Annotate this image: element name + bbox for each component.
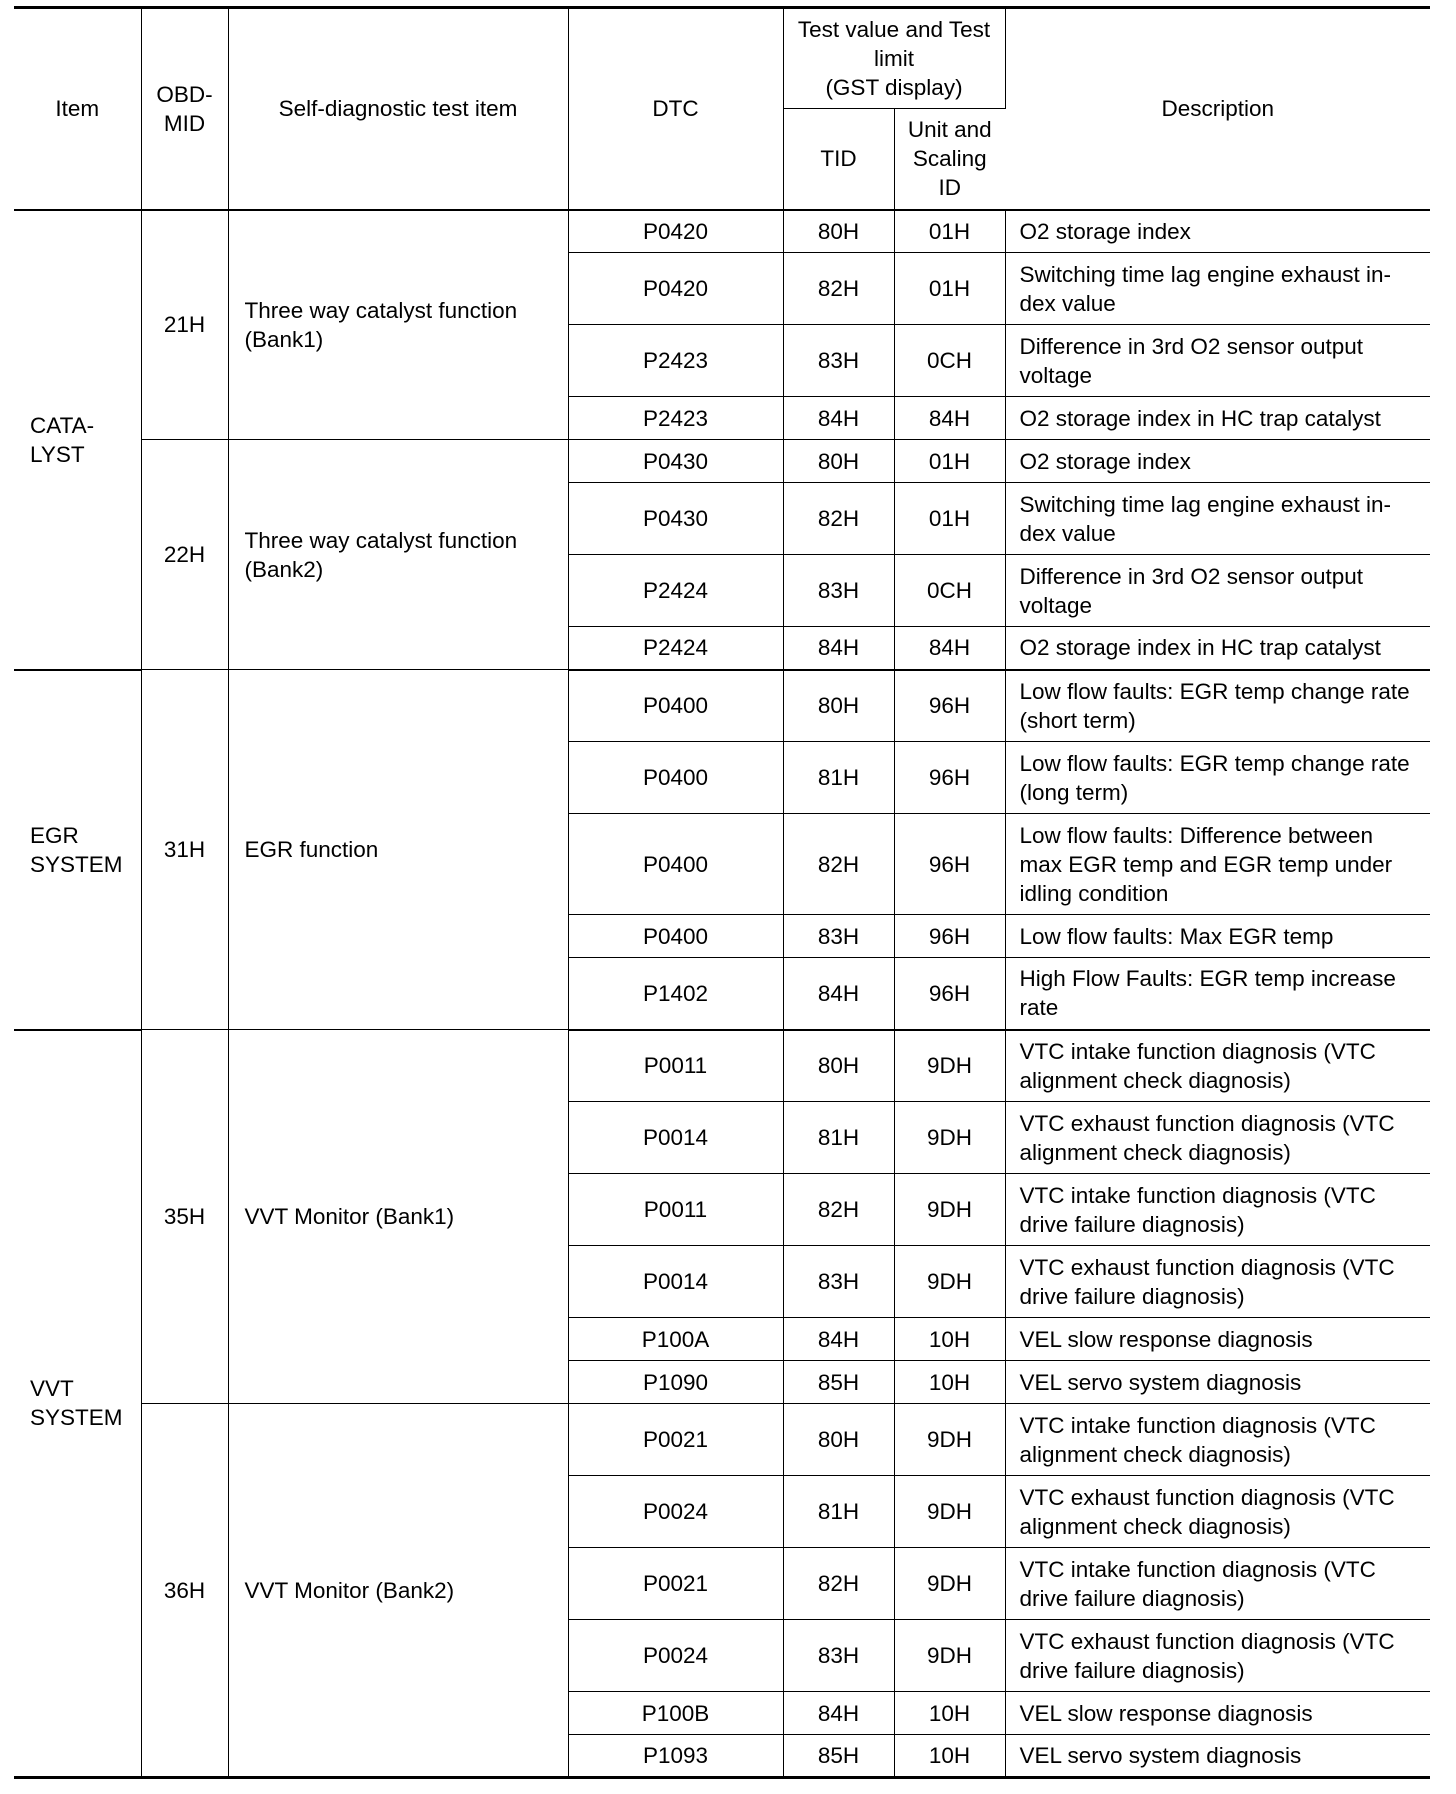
cell-unit-scaling-id: 0CH: [894, 325, 1005, 397]
cell-unit-scaling-id: 01H: [894, 253, 1005, 325]
cell-description: Switching time lag engine exhaust in- dex value: [1005, 483, 1430, 555]
cell-unit-scaling-id: 9DH: [894, 1174, 1005, 1246]
cell-description: O2 storage index: [1005, 440, 1430, 483]
cell-dtc: P2424: [568, 555, 783, 627]
cell-tid: 84H: [783, 627, 894, 670]
cell-test-item: Three way catalyst function (Bank1): [228, 210, 568, 440]
cell-description: Difference in 3rd O2 sensor output voltage: [1005, 555, 1430, 627]
cell-item: VVT SYSTEM: [14, 1030, 141, 1778]
cell-tid: 85H: [783, 1735, 894, 1778]
cell-unit-scaling-id: 01H: [894, 440, 1005, 483]
cell-dtc: P100A: [568, 1318, 783, 1361]
header-dtc: DTC: [568, 8, 783, 210]
cell-dtc: P2424: [568, 627, 783, 670]
table-header: [14, 8, 1430, 210]
table-row: [14, 1404, 1430, 1476]
cell-description: VEL slow response diagnosis: [1005, 1318, 1430, 1361]
cell-description: O2 storage index in HC trap catalyst: [1005, 397, 1430, 440]
cell-unit-scaling-id: 96H: [894, 670, 1005, 742]
header-obd-mid: OBD- MID: [141, 8, 228, 210]
cell-dtc: P0400: [568, 915, 783, 958]
cell-unit-scaling-id: 9DH: [894, 1620, 1005, 1692]
cell-description: Difference in 3rd O2 sensor output voltage: [1005, 325, 1430, 397]
cell-unit-scaling-id: 96H: [894, 742, 1005, 814]
cell-dtc: P1402: [568, 958, 783, 1030]
cell-dtc: P1090: [568, 1361, 783, 1404]
cell-description: VTC exhaust function diagnosis (VTC drive failure diagnosis): [1005, 1620, 1430, 1692]
cell-tid: 83H: [783, 325, 894, 397]
cell-tid: 81H: [783, 742, 894, 814]
table-row: [14, 670, 1430, 742]
cell-unit-scaling-id: 96H: [894, 915, 1005, 958]
header-test-value: Test value and Test limit (GST display): [783, 8, 1005, 109]
cell-unit-scaling-id: 9DH: [894, 1404, 1005, 1476]
cell-tid: 83H: [783, 555, 894, 627]
header-unit-scaling-id: Unit and Scaling ID: [894, 109, 1005, 210]
cell-dtc: P0420: [568, 210, 783, 253]
cell-unit-scaling-id: 10H: [894, 1361, 1005, 1404]
header-tid: TID: [783, 109, 894, 210]
cell-test-item: VVT Monitor (Bank2): [228, 1404, 568, 1778]
cell-unit-scaling-id: 9DH: [894, 1548, 1005, 1620]
cell-obd-mid: 36H: [141, 1404, 228, 1778]
cell-tid: 82H: [783, 1174, 894, 1246]
cell-tid: 80H: [783, 1030, 894, 1102]
cell-dtc: P0024: [568, 1476, 783, 1548]
cell-tid: 82H: [783, 1548, 894, 1620]
cell-tid: 84H: [783, 397, 894, 440]
cell-dtc: P2423: [568, 397, 783, 440]
cell-unit-scaling-id: 9DH: [894, 1102, 1005, 1174]
cell-tid: 80H: [783, 1404, 894, 1476]
cell-description: O2 storage index in HC trap catalyst: [1005, 627, 1430, 670]
cell-tid: 83H: [783, 915, 894, 958]
cell-unit-scaling-id: 10H: [894, 1735, 1005, 1778]
cell-tid: 80H: [783, 440, 894, 483]
table-row: [14, 1030, 1430, 1102]
cell-unit-scaling-id: 0CH: [894, 555, 1005, 627]
cell-test-item: Three way catalyst function (Bank2): [228, 440, 568, 670]
cell-tid: 80H: [783, 670, 894, 742]
cell-dtc: P0021: [568, 1548, 783, 1620]
cell-description: VEL servo system diagnosis: [1005, 1735, 1430, 1778]
cell-tid: 84H: [783, 1318, 894, 1361]
cell-description: VTC intake function diagnosis (VTC alignment check diagnosis): [1005, 1404, 1430, 1476]
cell-obd-mid: 21H: [141, 210, 228, 440]
cell-description: Low flow faults: Difference between max EGR temp and EGR temp under idling condition: [1005, 814, 1430, 915]
header-test-item: Self-diagnostic test item: [228, 8, 568, 210]
table-row: [14, 440, 1430, 483]
cell-tid: 82H: [783, 483, 894, 555]
cell-obd-mid: 31H: [141, 670, 228, 1030]
cell-description: Low flow faults: EGR temp change rate (short term): [1005, 670, 1430, 742]
cell-tid: 83H: [783, 1620, 894, 1692]
cell-unit-scaling-id: 84H: [894, 397, 1005, 440]
cell-item: EGR SYSTEM: [14, 670, 141, 1030]
cell-test-item: EGR function: [228, 670, 568, 1030]
cell-unit-scaling-id: 96H: [894, 814, 1005, 915]
cell-tid: 83H: [783, 1246, 894, 1318]
cell-description: Switching time lag engine exhaust in- dex value: [1005, 253, 1430, 325]
cell-unit-scaling-id: 9DH: [894, 1030, 1005, 1102]
cell-tid: 81H: [783, 1102, 894, 1174]
cell-unit-scaling-id: 10H: [894, 1318, 1005, 1361]
cell-obd-mid: 22H: [141, 440, 228, 670]
cell-unit-scaling-id: 96H: [894, 958, 1005, 1030]
cell-tid: 84H: [783, 958, 894, 1030]
cell-item: CATA- LYST: [14, 210, 141, 670]
cell-tid: 82H: [783, 253, 894, 325]
cell-tid: 84H: [783, 1692, 894, 1735]
cell-description: VTC intake function diagnosis (VTC drive failure diagnosis): [1005, 1174, 1430, 1246]
cell-dtc: P0430: [568, 483, 783, 555]
cell-dtc: P0024: [568, 1620, 783, 1692]
cell-dtc: P100B: [568, 1692, 783, 1735]
cell-dtc: P0430: [568, 440, 783, 483]
cell-dtc: P0011: [568, 1030, 783, 1102]
cell-description: O2 storage index: [1005, 210, 1430, 253]
cell-tid: 85H: [783, 1361, 894, 1404]
cell-unit-scaling-id: 9DH: [894, 1246, 1005, 1318]
header-item: Item: [14, 8, 141, 210]
cell-dtc: P0420: [568, 253, 783, 325]
header-description: Description: [1005, 8, 1430, 210]
cell-unit-scaling-id: 84H: [894, 627, 1005, 670]
cell-description: VEL slow response diagnosis: [1005, 1692, 1430, 1735]
cell-description: High Flow Faults: EGR temp increase rate: [1005, 958, 1430, 1030]
cell-dtc: P0400: [568, 742, 783, 814]
cell-dtc: P0014: [568, 1246, 783, 1318]
cell-dtc: P0400: [568, 814, 783, 915]
cell-description: VTC intake function diagnosis (VTC alignment check diagnosis): [1005, 1030, 1430, 1102]
cell-unit-scaling-id: 01H: [894, 210, 1005, 253]
cell-tid: 81H: [783, 1476, 894, 1548]
cell-description: VTC exhaust function diagnosis (VTC drive failure diagnosis): [1005, 1246, 1430, 1318]
table-row: [14, 210, 1430, 253]
cell-tid: 80H: [783, 210, 894, 253]
cell-tid: 82H: [783, 814, 894, 915]
cell-test-item: VVT Monitor (Bank1): [228, 1030, 568, 1404]
cell-description: Low flow faults: Max EGR temp: [1005, 915, 1430, 958]
cell-unit-scaling-id: 01H: [894, 483, 1005, 555]
cell-dtc: P0400: [568, 670, 783, 742]
cell-dtc: P0011: [568, 1174, 783, 1246]
obd-mid-table: [14, 6, 1430, 1779]
cell-unit-scaling-id: 10H: [894, 1692, 1005, 1735]
cell-dtc: P1093: [568, 1735, 783, 1778]
cell-description: Low flow faults: EGR temp change rate (long term): [1005, 742, 1430, 814]
cell-dtc: P0021: [568, 1404, 783, 1476]
cell-obd-mid: 35H: [141, 1030, 228, 1404]
cell-description: VTC exhaust function diagnosis (VTC alignment check diagnosis): [1005, 1102, 1430, 1174]
cell-dtc: P2423: [568, 325, 783, 397]
cell-description: VTC intake function diagnosis (VTC drive failure diagnosis): [1005, 1548, 1430, 1620]
cell-description: VTC exhaust function diagnosis (VTC alignment check diagnosis): [1005, 1476, 1430, 1548]
table-body: [14, 210, 1430, 1778]
cell-dtc: P0014: [568, 1102, 783, 1174]
cell-unit-scaling-id: 9DH: [894, 1476, 1005, 1548]
cell-description: VEL servo system diagnosis: [1005, 1361, 1430, 1404]
